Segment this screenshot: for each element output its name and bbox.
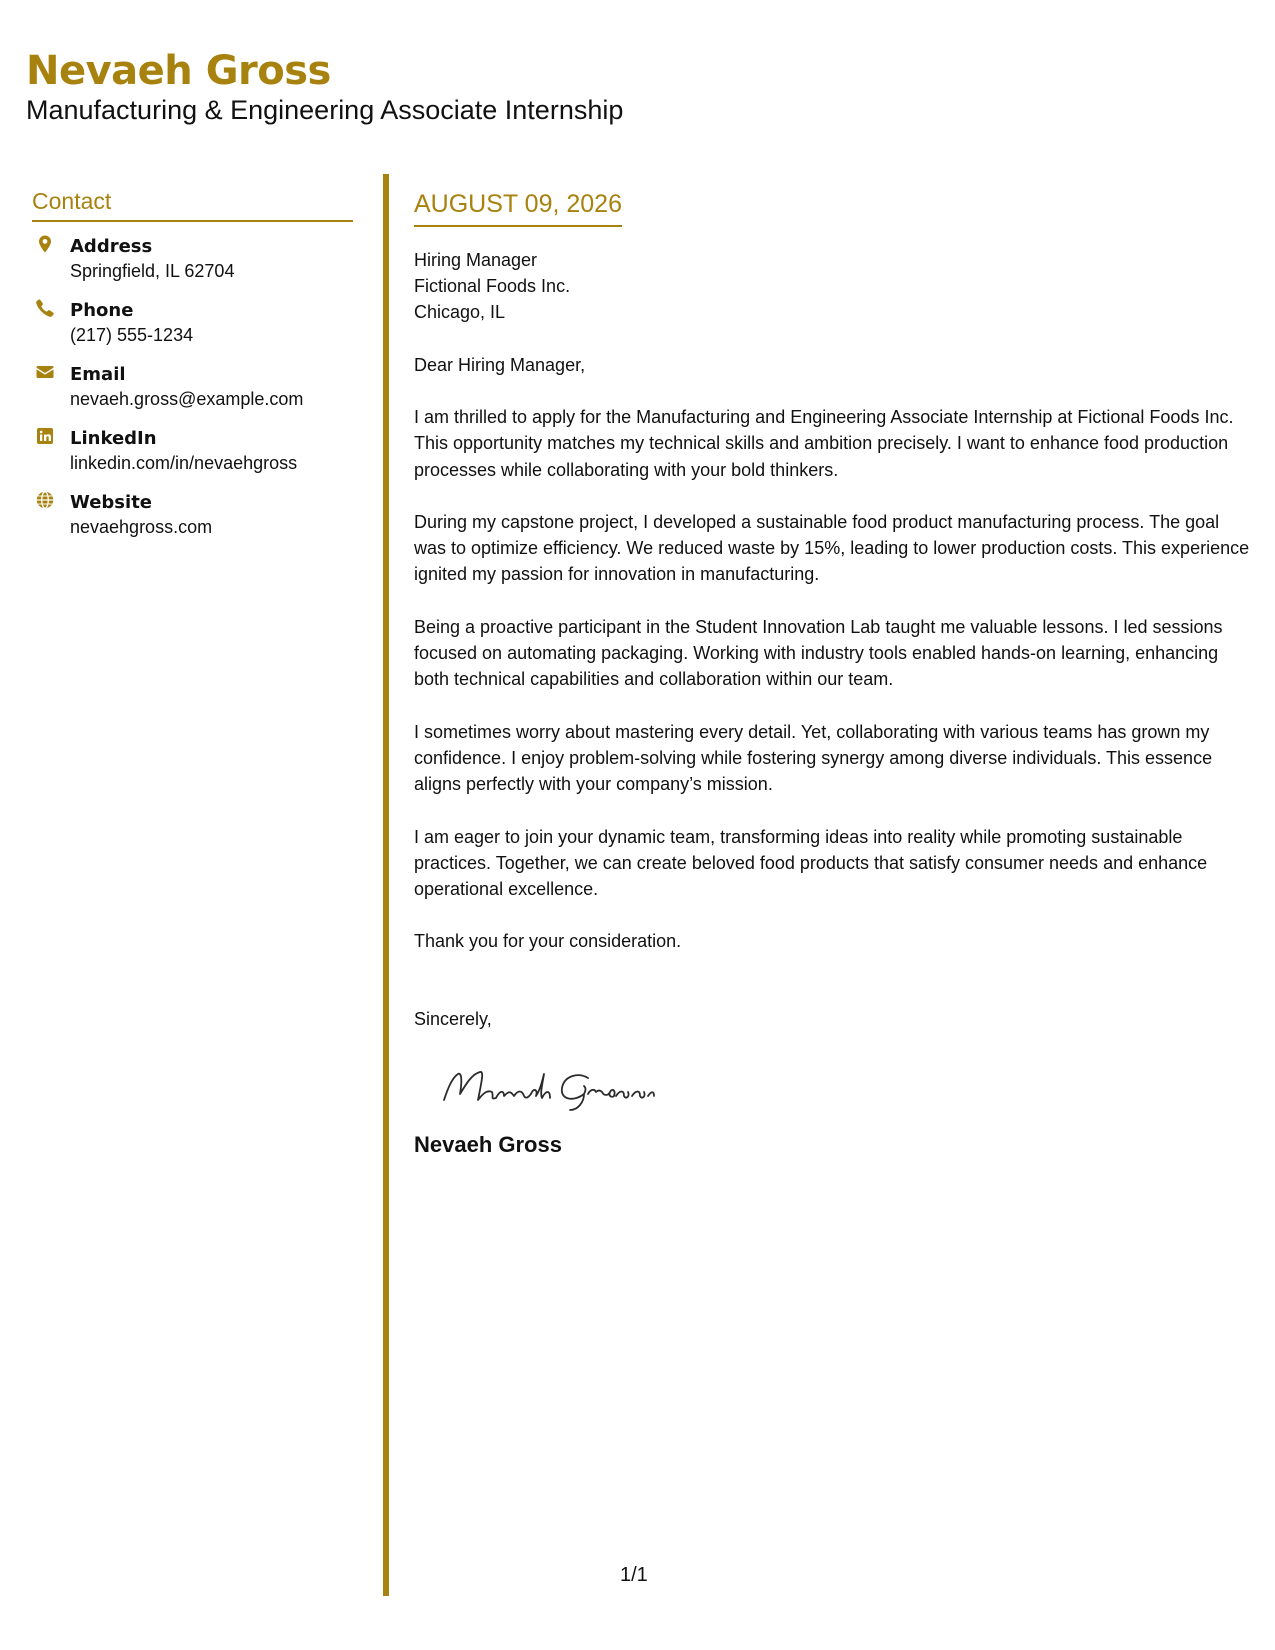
map-pin-icon — [35, 234, 55, 256]
recipient-line: Chicago, IL — [414, 302, 506, 322]
contact-item-email — [32, 362, 353, 412]
recipient-line: Fictional Foods Inc. — [414, 276, 571, 296]
contact-sidebar — [32, 188, 353, 554]
applicant-name: Nevaeh Gross — [26, 48, 331, 94]
contact-value: (217) 555-1234 — [70, 325, 194, 345]
recipient-block — [414, 247, 1254, 325]
contact-item-address — [32, 234, 353, 284]
body-paragraph: I sometimes worry about mastering every detail. Yet, collaborating with various teams has grown my confidence. I enjoy problem-solving while fostering synergy among diverse individuals. This essence aligns perfectly with your company’s mission. — [414, 721, 1213, 795]
linkedin-icon — [35, 426, 55, 448]
contact-item-website — [32, 490, 353, 540]
contact-value: linkedin.com/in/nevaehgross — [70, 453, 298, 473]
body-paragraph: During my capstone project, I developed a sustainable food product manufacturing process. The goal was to optimize efficiency. We reduced waste by 15%, leading to lower production costs. This experience ignited my passion for innovation in manufacturing. — [414, 511, 1250, 585]
letter-body — [414, 190, 1254, 1158]
body-paragraph: I am eager to join your dynamic team, transforming ideas into reality while promoting sustainable practices. Together, we can create beloved food products that satisfy consumer needs and enhance operational excellence. — [414, 826, 1208, 900]
page-number: 1/1 — [620, 1564, 648, 1586]
body-paragraph: I am thrilled to apply for the Manufacturing and Engineering Associate Internship at Fictional Foods Inc. This opportunity matches my technical skills and ambition precisely. I want to enhance food production processes while collaborating with your bold thinkers. — [414, 407, 1234, 480]
salutation: Dear Hiring Manager, — [414, 355, 586, 375]
recipient-line: Hiring Manager — [414, 250, 538, 270]
contact-label: Address — [70, 236, 153, 257]
phone-icon — [35, 298, 55, 320]
closing-phrase: Sincerely, — [414, 1009, 492, 1030]
contact-label: Phone — [70, 300, 134, 321]
handwritten-signature — [438, 1060, 1254, 1116]
contact-heading: Contact — [32, 188, 353, 222]
closing-thanks: Thank you for your consideration. — [414, 931, 682, 952]
vertical-divider — [383, 174, 389, 1596]
job-title: Manufacturing & Engineering Associate Internship — [26, 95, 624, 125]
contact-item-phone — [32, 298, 353, 348]
globe-icon — [35, 490, 55, 512]
contact-value: Springfield, IL 62704 — [70, 261, 235, 281]
contact-value: nevaehgross.com — [70, 517, 213, 537]
contact-label: Website — [70, 492, 153, 513]
contact-label: Email — [70, 364, 126, 385]
contact-item-linkedin — [32, 426, 353, 476]
letter-date: AUGUST 09, 2026 — [414, 190, 622, 227]
contact-label: LinkedIn — [70, 428, 157, 449]
letter-header — [26, 48, 623, 126]
contact-value: nevaeh.gross@example.com — [70, 389, 304, 409]
signer-name: Nevaeh Gross — [414, 1132, 562, 1158]
body-paragraph: Being a proactive participant in the Student Innovation Lab taught me valuable lessons. I led sessions focused on automating packaging. Working with industry tools enabled hands-on learning, enhancing both technical capabilities and collaboration within our team. — [414, 616, 1223, 690]
envelope-icon — [35, 362, 55, 384]
